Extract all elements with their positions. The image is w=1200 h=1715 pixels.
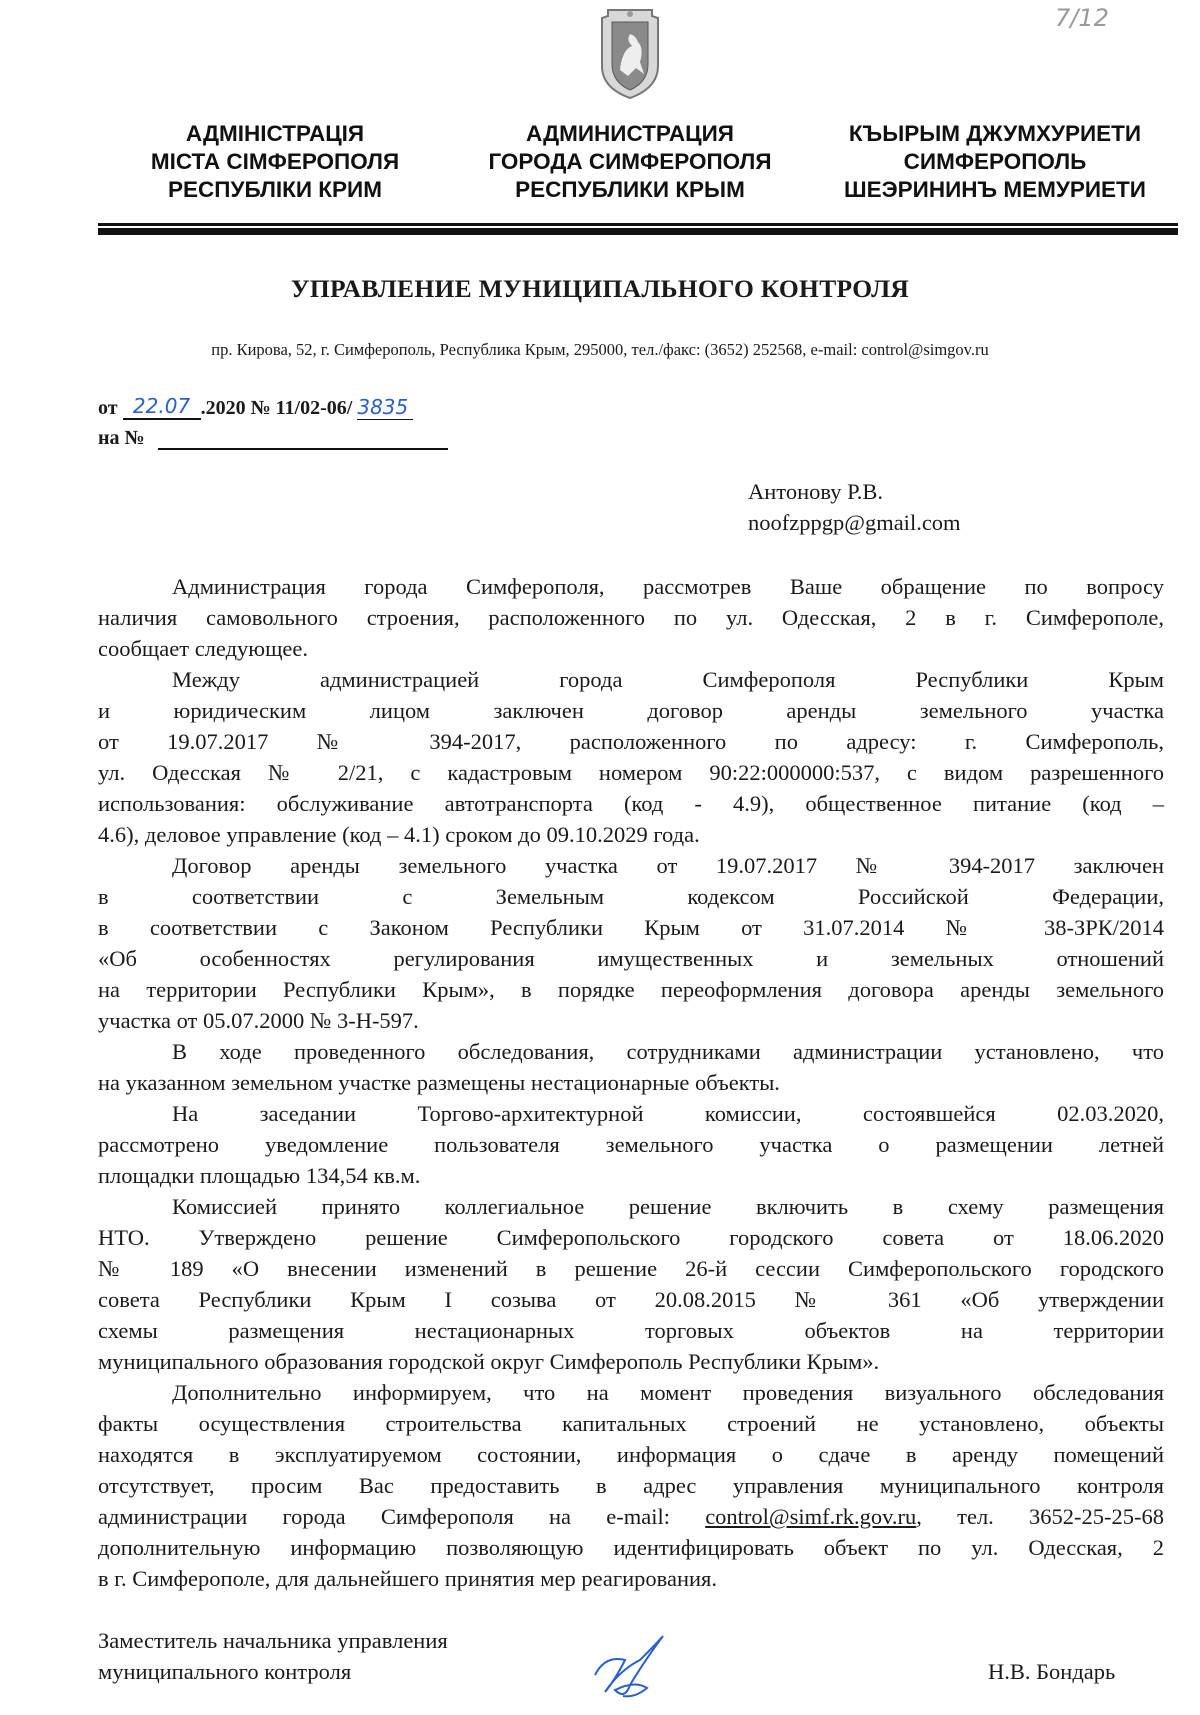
header-line: МІСТА СІМФЕРОПОЛЯ: [150, 149, 400, 174]
paragraph-line: Комиссией принято коллегиальное решение включить в схему размещения: [172, 1194, 1164, 1219]
handwritten-date: 22.07: [123, 394, 201, 420]
paragraph-line: дополнительную информацию позволяющую идентифицировать объект по ул. Одесская, 2: [98, 1535, 1164, 1560]
reference-number: .2020 № 11/02-06/: [200, 397, 353, 419]
email-link[interactable]: control@simf.rk.gov.ru: [705, 1504, 917, 1529]
handwritten-signature: [585, 1630, 675, 1705]
body-paragraph: [98, 1036, 1164, 1098]
paragraph-line: схемы размещения нестационарных торговых объектов на территории: [98, 1318, 1164, 1343]
header-ukrainian: [105, 120, 445, 204]
header-line: СИМФЕРОПОЛЬ: [903, 149, 1087, 174]
paragraph-line: и юридическим лицом заключен договор аренды земельного участка: [98, 698, 1164, 723]
paragraph-line: [98, 1501, 1164, 1532]
body-paragraph: [98, 664, 1164, 850]
signatory-position: [98, 1625, 448, 1687]
header-line: ШЕЭРИНИНЪ МЕМУРИЕТИ: [844, 177, 1146, 202]
paragraph-line: ул. Одесская № 2/21, с кадастровым номером 90:22:000000:537, с видом разрешенного: [98, 760, 1164, 785]
position-line: Заместитель начальника управления: [98, 1628, 448, 1653]
department-title: УПРАВЛЕНИЕ МУНИЦИПАЛЬНОГО КОНТРОЛЯ: [290, 274, 910, 303]
outgoing-reference: [98, 394, 413, 420]
paragraph-line: наличия самовольного строения, расположенного по ул. Одесская, 2 в г. Симферополе,: [98, 605, 1164, 630]
paragraph-line: участка от 05.07.2000 № 3-Н-597.: [98, 1008, 419, 1033]
paragraph-line: находятся в эксплуатируемом состоянии, информация о сдаче в аренду помещений: [98, 1442, 1164, 1467]
position-line: муниципального контроля: [98, 1659, 352, 1684]
incoming-reference: [98, 427, 448, 450]
signatory-name: Н.В. Бондарь: [988, 1659, 1116, 1684]
paragraph-line: 4.6), деловое управление (код – 4.1) сроком до 09.10.2029 года.: [98, 822, 700, 847]
header-russian: [460, 120, 800, 204]
body-paragraph: [98, 1377, 1164, 1594]
header-line: РЕСПУБЛИКИ КРЫМ: [515, 177, 745, 202]
recipient-email: noofzppgp@gmail.com: [748, 510, 961, 535]
paragraph-line: Договор аренды земельного участка от 19.07.2017 № 394-2017 заключен: [172, 853, 1164, 878]
line-segment: , тел. 3652-25-25-68: [916, 1504, 1164, 1529]
coat-of-arms-emblem: [588, 6, 672, 100]
recipient-name: Антонову Р.В.: [748, 479, 884, 504]
paragraph-line: на территории Республики Крым», в порядке переоформления договора аренды земельного: [98, 977, 1164, 1002]
paragraph-line: в соответствии с Законом Республики Крым от 31.07.2014 № 38-ЗРК/2014: [98, 915, 1164, 940]
paragraph-line: «Об особенностях регулирования имущественных и земельных отношений: [98, 946, 1164, 971]
incoming-number-blank: [158, 430, 448, 450]
paragraph-line: на указанном земельном участке размещены нестационарные объекты.: [98, 1070, 780, 1095]
paragraph-line: совета Республики Крым I созыва от 20.08.2015 № 361 «Об утверждении: [98, 1287, 1164, 1312]
paragraph-line: Администрация города Симферополя, рассмотрев Ваше обращение по вопросу: [172, 574, 1164, 599]
handwritten-number: 3835: [357, 395, 413, 420]
body-paragraph: [98, 1098, 1164, 1191]
paragraph-line: НТО. Утверждено решение Симферопольского городского совета от 18.06.2020: [98, 1225, 1164, 1250]
letter-body: [98, 571, 1164, 1594]
body-paragraph: [98, 571, 1164, 664]
paragraph-line: отсутствует, просим Вас предоставить в адрес управления муниципального контроля: [98, 1473, 1164, 1498]
paragraph-line: муниципального образования городской округ Симферополь Республики Крым».: [98, 1349, 880, 1374]
body-paragraph: [98, 1191, 1164, 1377]
department-address: пр. Кирова, 52, г. Симферополь, Республика Крым, 295000, тел./факс: (3652) 252568, e-mail: control@simgov.ru: [211, 340, 989, 359]
recipient-block: [748, 476, 961, 538]
header-line: ГОРОДА СИМФЕРОПОЛЯ: [488, 149, 772, 174]
header-line: КЪЫРЫМ ДЖУМХУРИЕТИ: [848, 121, 1142, 146]
from-label: от: [98, 397, 118, 419]
paragraph-line: № 189 «О внесении изменений в решение 26-й сессии Симферопольского городского: [98, 1256, 1164, 1281]
header-line: РЕСПУБЛІКИ КРИМ: [168, 177, 382, 202]
paragraph-line: площадки площадью 134,54 кв.м.: [98, 1163, 421, 1188]
to-label: на №: [98, 427, 145, 449]
paragraph-line: В ходе проведенного обследования, сотрудниками администрации установлено, что: [172, 1039, 1164, 1064]
paragraph-line: Между администрацией города Симферополя Республики Крым: [172, 667, 1164, 692]
paragraph-line: Дополнительно информируем, что на момент проведения визуального обследования: [172, 1380, 1164, 1405]
body-paragraph: [98, 850, 1164, 1036]
header-divider-thin: [98, 223, 1178, 226]
paragraph-line: сообщает следующее.: [98, 636, 309, 661]
header-line: АДМІНІСТРАЦІЯ: [185, 121, 365, 146]
paragraph-line: факты осуществления строительства капитальных строений не установлено, объекты: [98, 1411, 1164, 1436]
header-line: АДМИНИСТРАЦИЯ: [526, 121, 734, 146]
paragraph-line: На заседании Торгово-архитектурной комиссии, состоявшейся 02.03.2020,: [172, 1101, 1164, 1126]
header-divider-thick: [98, 228, 1178, 235]
paragraph-line: в соответствии с Земельным кодексом Российской Федерации,: [98, 884, 1164, 909]
handwritten-page-note: 7/12: [1055, 4, 1109, 32]
line-segment: администрации города Симферополя на e-mail:: [98, 1504, 706, 1529]
paragraph-line: в г. Симферополе, для дальнейшего принятия мер реагирования.: [98, 1566, 718, 1591]
paragraph-line: рассмотрено уведомление пользователя земельного участка о размещении летней: [98, 1132, 1164, 1157]
header-crimean-tatar: [825, 120, 1165, 204]
paragraph-line: использования: обслуживание автотранспорта (код - 4.9), общественное питание (код –: [98, 791, 1164, 816]
paragraph-line: от 19.07.2017 № 394-2017, расположенного по адресу: г. Симферополь,: [98, 729, 1164, 754]
